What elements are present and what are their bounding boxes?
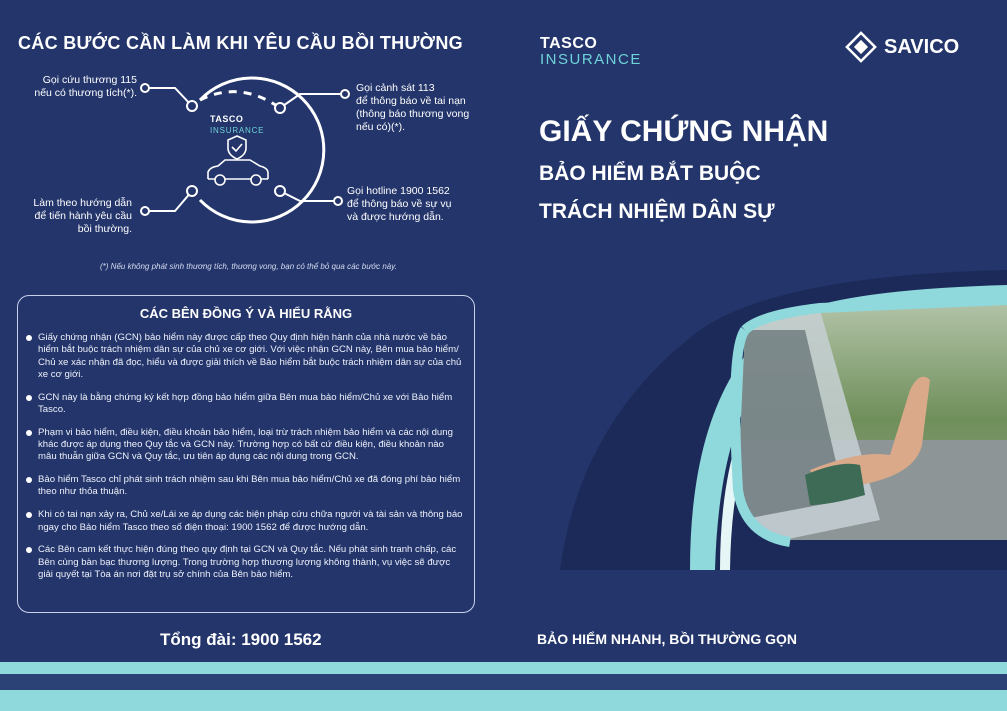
steps-dashed-arc [200, 92, 280, 108]
agreement-box [17, 295, 475, 613]
emblem-insurance-word: INSURANCE [210, 126, 265, 135]
list-item: Khi có tai nạn xảy ra, Chủ xe/Lái xe áp dụng các biện pháp cứu chữa người và tài sản và thông báo ngay cho Bảo hiểm Tasco theo số điện thoại: 1900 1562 để được hướng dẫn. [26, 509, 464, 534]
steps-title: CÁC BƯỚC CẦN LÀM KHI YÊU CẦU BỒI THƯỜNG [18, 33, 463, 53]
car-window-illustration [560, 270, 1007, 570]
certificate-title: GIẤY CHỨNG NHẬN [539, 115, 829, 148]
certificate-subtitle-2: TRÁCH NHIỆM DÂN SỰ [539, 200, 775, 223]
tasco-word: TASCO [540, 35, 598, 52]
step-hotline: Gọi hotline 1900 1562 để thông báo về sự vụ và được hướng dẫn. [347, 185, 452, 223]
savico-word: SAVICO [884, 35, 960, 58]
bottom-band-dark [0, 674, 1007, 690]
step-emergency: Gọi cứu thương 115 nếu có thương tích(*). [34, 74, 137, 99]
car-photo [730, 290, 1007, 550]
shield-check-icon [228, 136, 246, 159]
savico-logo [844, 30, 959, 64]
savico-diamond-icon [844, 30, 878, 64]
car-icon [208, 160, 268, 185]
bottom-band-light-2 [0, 690, 1007, 711]
steps-footnote: (*) Nếu không phát sinh thương tích, thương vong, bạn có thể bỏ qua các bước này. [100, 262, 397, 271]
hotline-footer: Tổng đài: 1900 1562 [160, 630, 322, 649]
bottom-band-light [0, 662, 1007, 674]
insurance-word: INSURANCE [540, 51, 642, 68]
certificate-subtitle-1: BẢO HIỂM BẮT BUỘC [539, 162, 761, 185]
list-item: GCN này là bằng chứng ký kết hợp đồng bảo hiểm giữa Bên mua bảo hiểm/Chủ xe với Bảo hiểm Tasco. [26, 392, 464, 417]
emblem-tasco-word: TASCO [210, 114, 244, 124]
slogan: BẢO HIỂM NHANH, BỒI THƯỜNG GỌN [537, 631, 797, 647]
agreement-title: CÁC BÊN ĐỒNG Ý VÀ HIỂU RẰNG [139, 306, 353, 321]
tasco-logo [540, 35, 642, 68]
list-item: Giấy chứng nhận (GCN) bảo hiểm này được cấp theo Quy định hiện hành của nhà nước về bảo hiểm bắt buộc trách nhiệm dân sự của chủ xe cơ giới. Với việc nhận GCN này, Bên mua bảo hiểm/ Chủ xe xác nhận đã đọc, hiểu và được giải thích về Bảo hiểm bắt buộc trách nhiệm dân sự của chủ xe cơ giới. [26, 332, 464, 381]
step-police: Gọi cảnh sát 113 để thông báo về tai nạn (thông báo thương vong nếu có)(*). [356, 82, 470, 133]
list-item: Các Bên cam kết thực hiện đúng theo quy định tại GCN và Quy tắc. Nếu phát sinh tranh chấp, các Bên cùng bàn bạc thương lượng. Trong trường hợp thương lượng không thành, vụ việc sẽ được giải quyết tại Tòa án nơi đặt trụ sở chính của Bên bảo hiểm. [26, 544, 464, 581]
agreement-list [26, 332, 464, 592]
list-item: Bảo hiểm Tasco chỉ phát sinh trách nhiệm sau khi Bên mua bảo hiểm/Chủ xe đã đóng phí bảo hiểm theo như thỏa thuận. [26, 474, 464, 499]
list-item: Phạm vi bảo hiểm, điều kiện, điều khoản bảo hiểm, loại trừ trách nhiệm bảo hiểm và các nội dung khác được áp dụng theo Quy tắc và GCN này. Trường hợp có bất cứ điều kiện, điều khoản nào mâu thuẫn giữa GCN và Quy tắc, ưu tiên áp dụng các nội dung trong GCN. [26, 427, 464, 464]
step-follow-guide: Làm theo hướng dẫn để tiến hành yêu cầu bồi thường. [33, 197, 132, 235]
